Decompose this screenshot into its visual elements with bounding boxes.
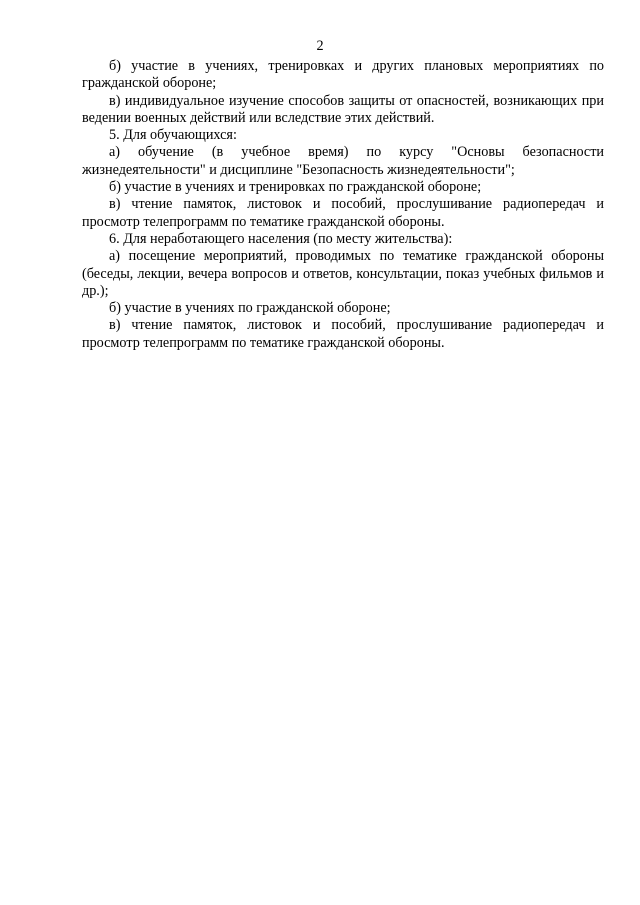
paragraph-b-student-exercises: б) участие в учениях и тренировках по гражданской обороне; <box>109 179 482 196</box>
paragraph-a-training-course: а) обучение (в учебное время) по курсу "Основы безопасности жизнедеятельности" и дисциплине "Безопасность жизнедеятельности"; <box>82 144 604 178</box>
paragraph-6-heading: 6. Для неработающего населения (по месту жительства): <box>109 230 453 247</box>
paragraph-a-events: а) посещение мероприятий, проводимых по тематике гражданской обороны (беседы, лекции, вечера вопросов и ответов, консультации, показ учебных фильмов и др.); <box>82 248 604 299</box>
paragraph-v-student-reading: в) чтение памяток, листовок и пособий, прослушивание радиопередач и просмотр телепрограмм по тематике гражданской обороны. <box>82 196 604 230</box>
paragraph-b-exercises: б) участие в учениях, тренировках и других плановых мероприятиях по гражданской обороне; <box>82 58 604 92</box>
paragraph-b-population-exercises: б) участие в учениях по гражданской обороне; <box>109 300 391 317</box>
paragraph-5-heading: 5. Для обучающихся: <box>109 127 237 144</box>
document-body <box>82 58 604 352</box>
page-number: 2 <box>316 38 324 54</box>
paragraph-v-population-reading: в) чтение памяток, листовок и пособий, прослушивание радиопередач и просмотр телепрограмм по тематике гражданской обороны. <box>82 317 604 351</box>
paragraph-v-self-study: в) индивидуальное изучение способов защиты от опасностей, возникающих при ведении военных действий или вследствие этих действий. <box>82 92 604 126</box>
